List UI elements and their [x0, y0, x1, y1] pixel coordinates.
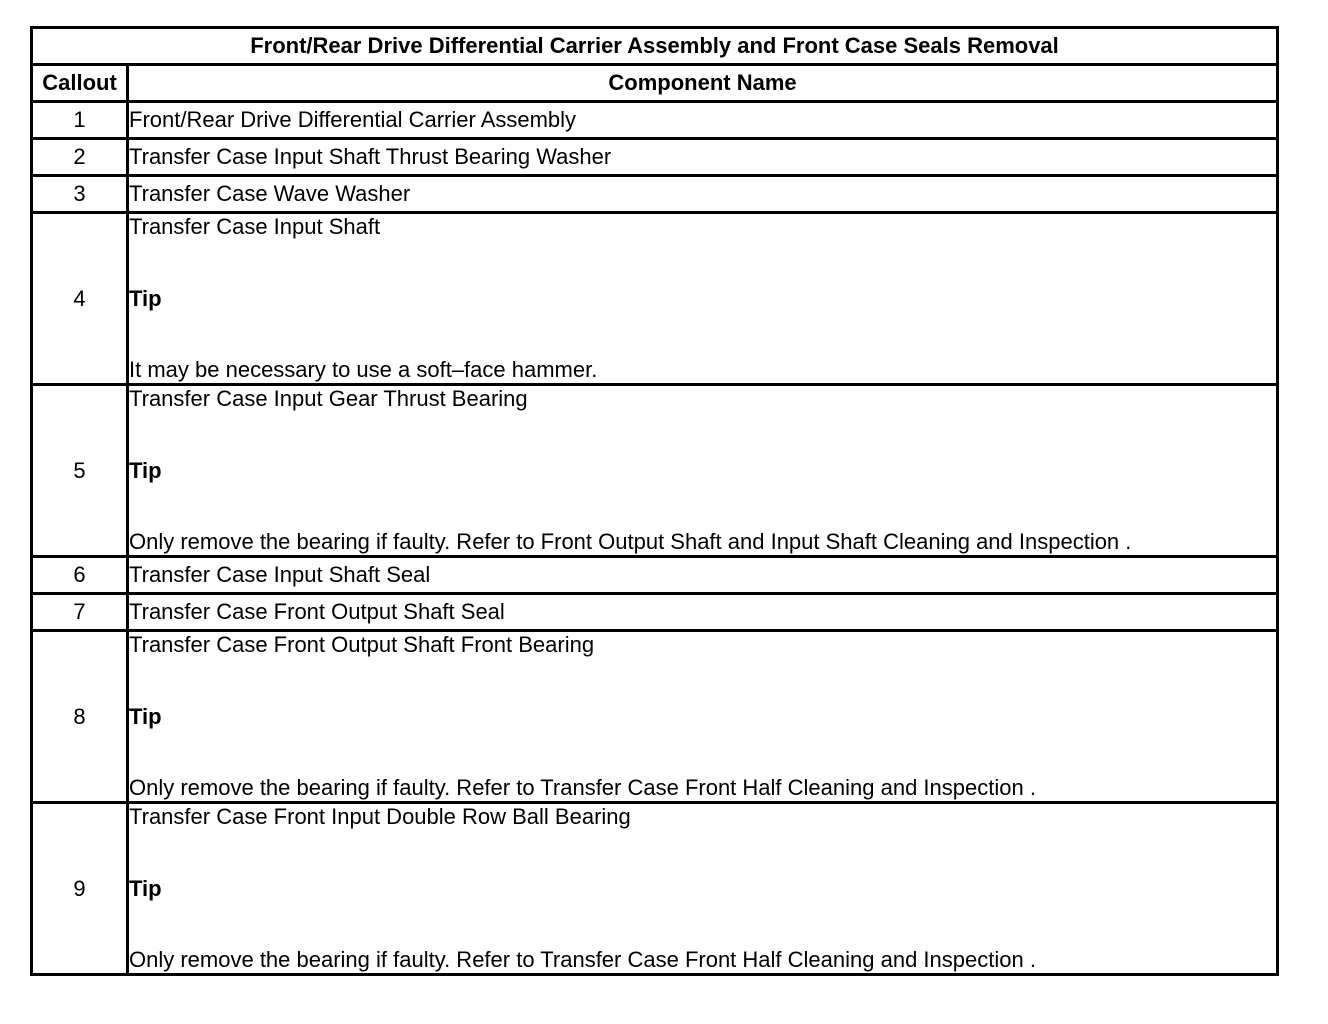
component-cell — [128, 803, 1278, 975]
tip-label: Tip — [129, 703, 162, 729]
component-name: Transfer Case Input Shaft Seal — [128, 557, 1278, 594]
tip-label: Tip — [129, 285, 162, 311]
callout-number: 9 — [32, 803, 128, 975]
table-row — [32, 557, 1278, 594]
component-name: Front/Rear Drive Differential Carrier Assembly — [128, 102, 1278, 139]
table-row — [32, 385, 1278, 557]
callout-number: 6 — [32, 557, 128, 594]
table-title: Front/Rear Drive Differential Carrier Assembly and Front Case Seals Removal — [32, 28, 1278, 65]
component-name: Transfer Case Input Gear Thrust Bearing — [129, 386, 528, 411]
table-row — [32, 631, 1278, 803]
component-name: Transfer Case Wave Washer — [128, 176, 1278, 213]
tip-text: It may be necessary to use a soft–face hammer. — [129, 357, 598, 383]
column-header-callout: Callout — [32, 65, 128, 102]
column-header-component: Component Name — [128, 65, 1278, 102]
component-name: Transfer Case Input Shaft — [129, 214, 381, 239]
table-row — [32, 803, 1278, 975]
callout-number: 1 — [32, 102, 128, 139]
component-name: Transfer Case Input Shaft Thrust Bearing Washer — [128, 139, 1278, 176]
tip-text: Only remove the bearing if faulty. Refer to Transfer Case Front Half Cleaning and Inspection . — [129, 947, 1036, 973]
callout-number: 5 — [32, 385, 128, 557]
table-row — [32, 176, 1278, 213]
table-row — [32, 213, 1278, 385]
tip-label: Tip — [129, 457, 162, 483]
callout-number: 2 — [32, 139, 128, 176]
component-cell — [128, 385, 1278, 557]
component-cell — [128, 213, 1278, 385]
callout-table — [30, 26, 1279, 976]
table-row — [32, 594, 1278, 631]
tip-text: Only remove the bearing if faulty. Refer to Front Output Shaft and Input Shaft Cleaning and Inspection . — [129, 529, 1132, 555]
table-row — [32, 139, 1278, 176]
callout-number: 4 — [32, 213, 128, 385]
tip-label: Tip — [129, 875, 162, 901]
tip-text: Only remove the bearing if faulty. Refer to Transfer Case Front Half Cleaning and Inspection . — [129, 775, 1036, 801]
callout-number: 8 — [32, 631, 128, 803]
callout-number: 3 — [32, 176, 128, 213]
component-name: Transfer Case Front Output Shaft Seal — [128, 594, 1278, 631]
component-cell — [128, 631, 1278, 803]
component-name: Transfer Case Front Input Double Row Ball Bearing — [129, 804, 631, 829]
table-row — [32, 102, 1278, 139]
component-name: Transfer Case Front Output Shaft Front Bearing — [129, 632, 595, 657]
callout-number: 7 — [32, 594, 128, 631]
